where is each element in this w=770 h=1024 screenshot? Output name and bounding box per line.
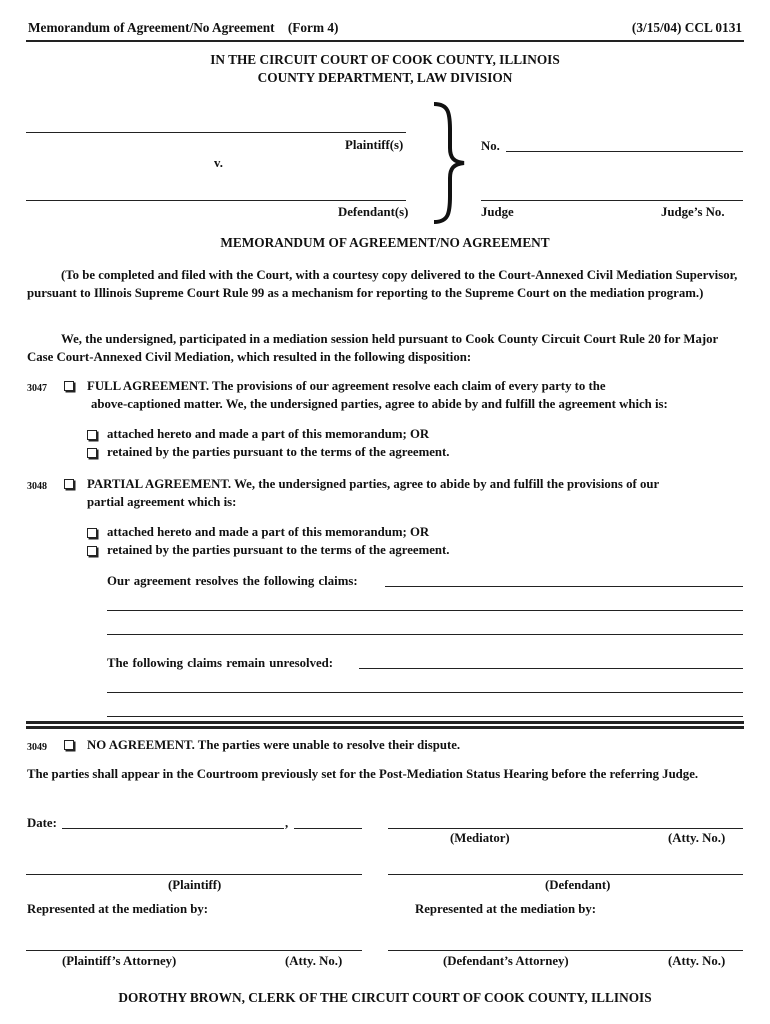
mediator-signature-line[interactable] [388,828,743,829]
plaintiff-line[interactable] [26,132,406,133]
defendant-signature-line[interactable] [388,874,743,875]
form-number: (Form 4) [287,20,339,35]
caption-brace [426,102,472,224]
partial-agreement-text-1: PARTIAL AGREEMENT. We, the undersigned parties, agree to abide by and fulfill the provisions of our [87,477,660,491]
section-divider-bottom [26,726,744,729]
plaintiff-attorney-line[interactable] [26,950,362,951]
partial-agreement-text-2: partial agreement which is: [87,495,237,509]
resolved-claims-label: Our agreement resolves the following claims: [107,574,358,588]
header-rule [26,40,744,42]
unresolved-claims-line-2[interactable] [107,692,743,693]
full-attached-checkbox[interactable] [87,430,97,440]
plaintiff-signature-label: (Plaintiff) [168,878,222,892]
partial-retained-label: retained by the parties pursuant to the terms of the agreement. [107,543,450,557]
partial-agreement-code: 3048 [27,481,47,492]
full-agreement-text-1: FULL AGREEMENT. The provisions of our agreement resolve each claim of every party to the [87,379,606,393]
resolved-claims-line-3[interactable] [107,634,743,635]
date-label: Date: [27,816,57,830]
year-line[interactable] [294,828,362,829]
statement-paragraph: We, the undersigned, participated in a mediation session held pursuant to Cook County Circuit Court Rule 20 for Major Case Court-Annexed Civil Mediation, which resulted in the following disposition: [27,332,718,364]
partial-attached-label: attached hereto and made a part of this memorandum; OR [107,525,430,539]
defendant-attorney-atty-no: (Atty. No.) [668,954,726,968]
court-line-1: IN THE CIRCUIT COURT OF COOK COUNTY, ILLINOIS [210,52,560,67]
full-agreement-text-2: above-captioned matter. We, the undersigned parties, agree to abide by and fulfill the agreement which is: [91,397,668,411]
section-divider-top [26,721,744,724]
resolved-claims-line-1[interactable] [385,586,743,587]
partial-agreement-checkbox[interactable] [64,479,74,489]
unresolved-claims-line-1[interactable] [359,668,743,669]
case-no-line[interactable] [506,151,743,152]
versus-label: v. [214,156,223,170]
defendant-attorney-label: (Defendant’s Attorney) [443,954,569,968]
form-code: (3/15/04) CCL 0131 [631,20,742,35]
judge-no-label: Judge’s No. [661,205,725,219]
partial-retained-checkbox[interactable] [87,546,97,556]
unresolved-claims-line-3[interactable] [107,716,743,717]
court-line-2: COUNTY DEPARTMENT, LAW DIVISION [257,70,513,85]
judge-line[interactable] [481,200,743,201]
full-agreement-checkbox[interactable] [64,381,74,391]
defendant-signature-label: (Defendant) [545,878,611,892]
date-line[interactable] [62,828,284,829]
case-no-label: No. [481,139,500,153]
partial-attached-checkbox[interactable] [87,528,97,538]
full-agreement-code: 3047 [27,383,47,394]
defendant-line[interactable] [26,200,406,201]
defendant-attorney-line[interactable] [388,950,743,951]
plaintiff-represented-label: Represented at the mediation by: [27,902,209,916]
plaintiff-label: Plaintiff(s) [345,138,404,152]
document-title: MEMORANDUM OF AGREEMENT/NO AGREEMENT [220,235,550,250]
full-retained-label: retained by the parties pursuant to the terms of the agreement. [107,445,450,459]
date-comma: , [285,816,289,830]
form-name: Memorandum of Agreement/No Agreement (Form 4) [28,20,339,35]
resolved-claims-line-2[interactable] [107,610,743,611]
defendant-represented-label: Represented at the mediation by: [415,902,597,916]
defendant-label: Defendant(s) [338,205,409,219]
full-retained-checkbox[interactable] [87,448,97,458]
mediator-atty-no-label: (Atty. No.) [668,831,726,845]
no-agreement-code: 3049 [27,742,47,753]
full-attached-label: attached hereto and made a part of this memorandum; OR [107,427,430,441]
plaintiff-signature-line[interactable] [26,874,362,875]
instructions-paragraph: (To be completed and filed with the Court, with a courtesy copy delivered to the Court-Annexed Civil Mediation Supervisor, pursuant to Illinois Supreme Court Rule 99 as a mechanism for reporting to the Supreme Court on the mediation program.) [27,268,738,300]
judge-label: Judge [481,205,514,219]
clerk-footer: DOROTHY BROWN, CLERK OF THE CIRCUIT COURT OF COOK COUNTY, ILLINOIS [118,990,652,1005]
unresolved-claims-label: The following claims remain unresolved: [107,656,334,670]
plaintiff-attorney-label: (Plaintiff’s Attorney) [62,954,177,968]
status-hearing-paragraph: The parties shall appear in the Courtroom previously set for the Post-Mediation Status Hearing before the referring Judge. [27,767,699,781]
no-agreement-checkbox[interactable] [64,740,74,750]
no-agreement-text: NO AGREEMENT. The parties were unable to resolve their dispute. [87,738,461,752]
mediator-label: (Mediator) [450,831,510,845]
plaintiff-attorney-atty-no: (Atty. No.) [285,954,343,968]
